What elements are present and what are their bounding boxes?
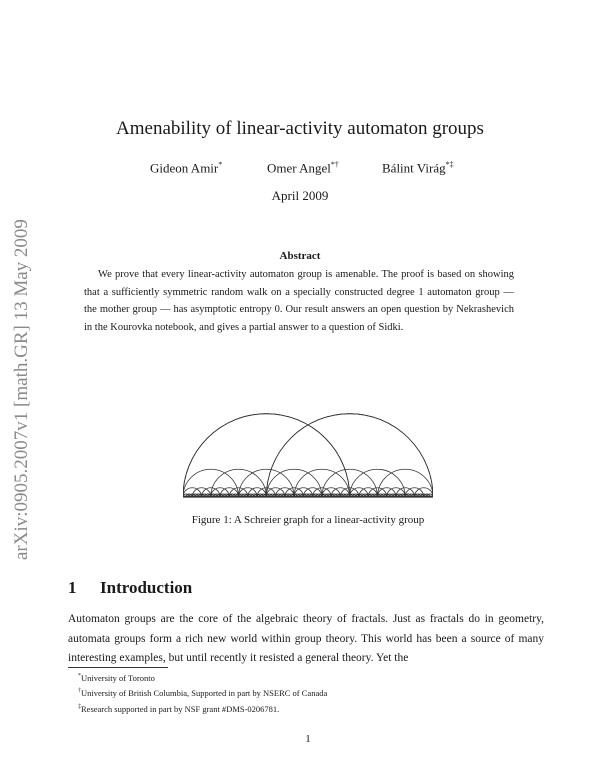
author-affiliation-mark: * [218, 160, 223, 169]
footnote-mark: * [78, 673, 81, 679]
footnote [78, 670, 548, 685]
footnote [78, 685, 548, 700]
author-name: Bálint Virág [382, 160, 446, 176]
footnote-mark: † [78, 688, 81, 695]
figure-caption: Figure 1: A Schreier graph for a linear-activity group [191, 514, 425, 526]
author-1 [150, 160, 222, 176]
paper-title: Amenability of linear-activity automaton groups [116, 118, 484, 139]
footnotes [78, 670, 548, 716]
footnote-text: University of British Columbia, Supported in part by NSERC of Canada [81, 688, 328, 699]
abstract-body: We prove that every linear-activity automaton group is amenable. The proof is based on showing that a sufficiently symmetric random walk on a specially constructed degree 1 automaton group — the mother group — has asymptotic entropy 0. Our result answers an open question by Nekrashevich in the Kourovka notebook, and gives a partial answer to a question of Sidki. [84, 269, 514, 333]
schreier-graph-figure [183, 370, 433, 500]
author-affiliation-mark: *† [330, 160, 339, 169]
page-number: 1 [305, 733, 311, 745]
section-heading [68, 578, 192, 598]
footnote-divider [68, 667, 168, 668]
author-name: Gideon Amir [150, 160, 219, 176]
section-title: Introduction [100, 578, 193, 597]
author-name: Omer Angel [267, 160, 331, 176]
abstract-heading: Abstract [279, 250, 321, 262]
paper-date: April 2009 [271, 188, 329, 203]
author-affiliation-mark: *‡ [445, 160, 454, 169]
footnote-text: University of Toronto [81, 672, 155, 683]
author-2 [267, 160, 339, 176]
footnote-text: Research supported in part by NSF grant #DMS-0206781. [81, 703, 280, 714]
footnote [78, 701, 548, 716]
author-3 [382, 160, 454, 176]
footnote-mark: ‡ [78, 703, 81, 710]
arxiv-identifier-stamp: arXiv:0905.2007v1 [math.GR] 13 May 2009 [11, 219, 32, 560]
section-number: 1 [68, 578, 77, 597]
introduction-paragraph: Automaton groups are the core of the algebraic theory of fractals. Just as fractals do in geometry, automata groups form a rich new world within group theory. This world has been a source of many interesting examples, but until recently it resisted a general theory. Yet the [68, 613, 544, 664]
